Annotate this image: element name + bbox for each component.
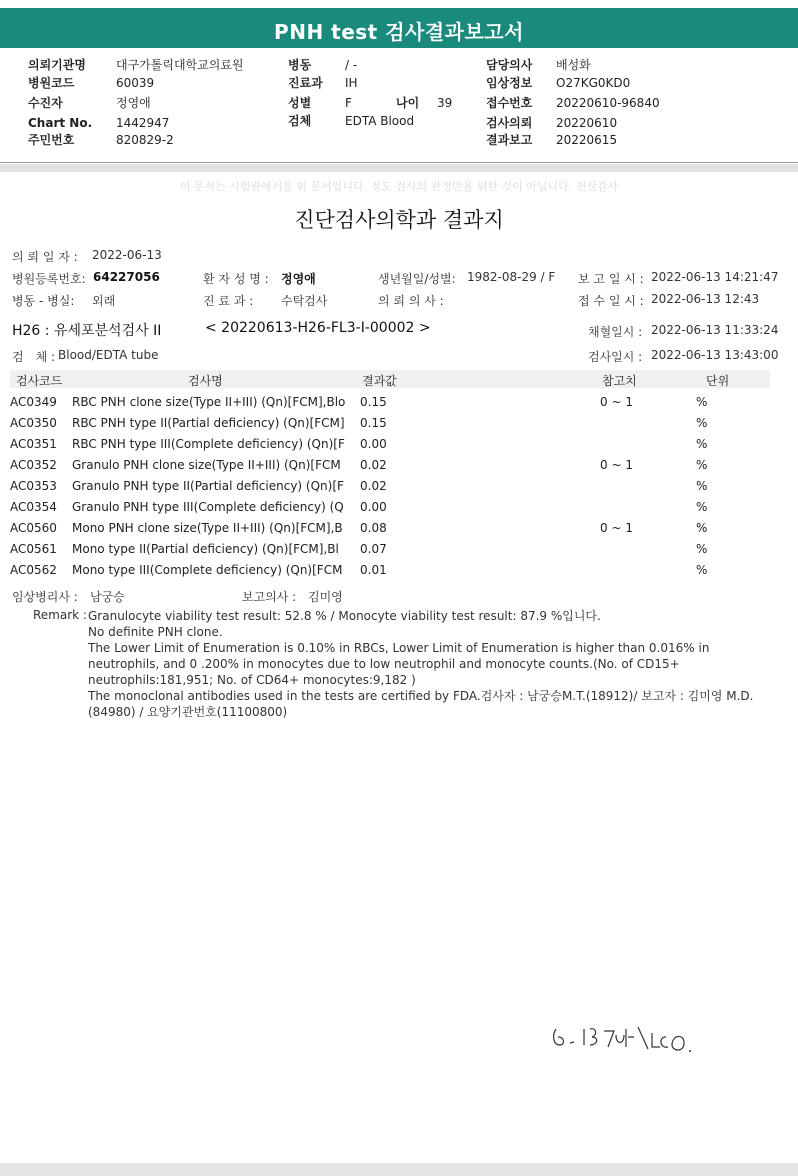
cell-unit: %	[696, 479, 708, 493]
cell-code: AC0352	[10, 458, 57, 472]
remark-line: The monoclonal antibodies used in the tests are certified by FDA.검사자 : 남궁승M.T.(18912)/ 보고자 : 김미영 M.D.(84980) / 요양기관번호(11100800)	[88, 689, 754, 719]
cell-ref: 0 ~ 1	[600, 521, 633, 535]
request-label: 검사의뢰	[486, 116, 533, 130]
cell-unit: %	[696, 437, 708, 451]
hospital-code-value: 60039	[116, 76, 155, 90]
reporter-value: 김미영	[308, 590, 343, 604]
clinical-value: O27KG0KD0	[556, 76, 631, 90]
report-time-value: 2022-06-13 14:21:47	[651, 270, 779, 284]
cell-result: 0.07	[360, 542, 387, 556]
col-name: 검사명	[188, 374, 223, 388]
cell-name: RBC PNH type III(Complete deficiency) (Qn)[F	[72, 437, 345, 451]
cell-code: AC0350	[10, 416, 57, 430]
reporter-label: 보고의사 :	[242, 590, 297, 604]
table-row	[10, 476, 770, 497]
remark-line: No definite PNH clone.	[88, 625, 223, 639]
ward-room-label: 병동 - 병실:	[12, 294, 75, 308]
ward-value: / -	[345, 58, 358, 72]
cell-result: 0.15	[360, 395, 387, 409]
col-ref: 참고치	[602, 374, 637, 388]
table-row	[10, 434, 770, 455]
patient-value: 정영애	[281, 272, 316, 286]
receipt-no-value: 20220610-96840	[556, 96, 660, 110]
cell-unit: %	[696, 563, 708, 577]
footer-bar	[0, 1163, 798, 1176]
cell-code: AC0351	[10, 437, 57, 451]
collector-label: 수진자	[28, 96, 63, 110]
document-title: 진단검사의학과 결과지	[294, 208, 504, 232]
table-row	[10, 392, 770, 413]
collect-value: 2022-06-13 11:33:24	[651, 323, 779, 337]
req-doctor-label: 의 뢰 의 사 :	[378, 294, 444, 308]
divider-band	[0, 164, 798, 172]
remark-text	[88, 608, 778, 720]
cell-name: Mono type II(Partial deficiency) (Qn)[FCM],Bl	[72, 542, 339, 556]
remark-label: Remark :	[33, 608, 87, 622]
cell-code: AC0560	[10, 521, 57, 535]
sex-label: 성별	[288, 96, 312, 110]
cell-unit: %	[696, 416, 708, 430]
remark-line: Granulocyte viability test result: 52.8 % / Monocyte viability test result: 87.9 %입니다.	[88, 609, 601, 623]
cell-name: Granulo PNH clone size(Type II+III) (Qn)[FCM	[72, 458, 341, 472]
cell-unit: %	[696, 458, 708, 472]
collect-label: 채혈일시 :	[588, 325, 643, 339]
barcode: < 20220613-H26-FL3-I-00002 >	[205, 320, 431, 336]
test-time-label: 검사일시 :	[588, 350, 643, 364]
test-group: H26 : 유세포분석검사 II	[12, 323, 162, 339]
table-header	[10, 370, 770, 388]
cell-result: 0.15	[360, 416, 387, 430]
chart-label: Chart No.	[28, 116, 93, 130]
chart-value: 1442947	[116, 116, 170, 130]
sex-value: F	[345, 96, 352, 110]
receipt-time-value: 2022-06-13 12:43	[651, 292, 760, 306]
receipt-time-label: 접 수 일 시 :	[578, 294, 644, 308]
ssn-value: 820829-2	[116, 133, 174, 147]
col-unit: 단위	[706, 374, 730, 388]
cell-code: AC0353	[10, 479, 57, 493]
table-row	[10, 539, 770, 560]
cell-result: 0.01	[360, 563, 387, 577]
cell-code: AC0561	[10, 542, 57, 556]
request-date-label: 의 뢰 일 자 :	[12, 250, 78, 264]
table-row	[10, 497, 770, 518]
clinical-label: 임상정보	[486, 76, 533, 90]
cell-code: AC0562	[10, 563, 57, 577]
dob-label: 생년월일/성별:	[378, 272, 456, 286]
doctor-label: 담당의사	[486, 58, 533, 72]
cell-result: 0.00	[360, 437, 387, 451]
cell-result: 0.02	[360, 458, 387, 472]
remark-line: The Lower Limit of Enumeration is 0.10% in RBCs, Lower Limit of Enumeration is higher than 0.016% in neutrophils, and 0 .200% in monocytes due to low neutrophil and monocyte counts.(No. of CD15+ neutrophils:181,951; No. of CD64+ monocytes:9,182 )	[88, 641, 710, 687]
cell-result: 0.00	[360, 500, 387, 514]
hospital-code-label: 병원코드	[28, 76, 75, 90]
request-date-value: 2022-06-13	[92, 248, 162, 262]
specimen-label: 검체	[288, 114, 312, 128]
specimen-label-2: 검 체 :	[12, 350, 56, 364]
request-value: 20220610	[556, 116, 618, 130]
faded-notice: 이 문서는 시험관에서를 위 문서입니다. 정도 검사의 판정만을 위한 것이 아닙니다. 전산감사	[179, 180, 619, 193]
cell-unit: %	[696, 395, 708, 409]
table-row	[10, 518, 770, 539]
table-row	[10, 413, 770, 434]
age-value: 39	[437, 96, 453, 110]
test-time-value: 2022-06-13 13:43:00	[651, 348, 779, 362]
cell-name: Granulo PNH type III(Complete deficiency) (Q	[72, 500, 344, 514]
cell-name: RBC PNH type II(Partial deficiency) (Qn)[FCM]	[72, 416, 345, 430]
cell-name: Mono type III(Complete deficiency) (Qn)[FCM	[72, 563, 343, 577]
doctor-value: 배성화	[556, 58, 591, 72]
report-label: 결과보고	[486, 133, 533, 147]
ssn-label: 주민번호	[28, 133, 75, 147]
cell-unit: %	[696, 521, 708, 535]
report-dept-label: 진 료 과 :	[203, 294, 254, 308]
table-row	[10, 455, 770, 476]
specimen-value: EDTA Blood	[345, 114, 415, 128]
cell-ref: 0 ~ 1	[600, 395, 633, 409]
specimen-value-2: Blood/EDTA tube	[58, 348, 159, 362]
collector-value: 정영애	[116, 96, 151, 110]
pathologist-value: 남궁승	[90, 590, 125, 604]
report-value: 20220615	[556, 133, 618, 147]
table-row	[10, 560, 770, 581]
dob-value: 1982-08-29 / F	[467, 270, 556, 284]
report-title: PNH test 검사결과보고서	[274, 20, 524, 44]
cell-result: 0.08	[360, 521, 387, 535]
ward-label: 병동	[288, 58, 312, 72]
reg-no-value: 64227056	[93, 270, 160, 284]
cell-name: Granulo PNH type II(Partial deficiency) (Qn)[F	[72, 479, 344, 493]
col-result: 결과값	[362, 374, 397, 388]
cell-code: AC0349	[10, 395, 57, 409]
patient-label: 환 자 성 명 :	[203, 272, 269, 286]
ward-room-value: 외래	[92, 294, 116, 308]
institution-label: 의뢰기관명	[28, 58, 86, 72]
reg-no-label: 병원등록번호:	[12, 272, 86, 286]
receipt-no-label: 접수번호	[486, 96, 533, 110]
cell-result: 0.02	[360, 479, 387, 493]
cell-ref: 0 ~ 1	[600, 458, 633, 472]
pathologist-label: 임상병리사 :	[12, 590, 78, 604]
cell-unit: %	[696, 500, 708, 514]
dept-value: IH	[345, 76, 358, 90]
col-code: 검사코드	[16, 374, 63, 388]
cell-unit: %	[696, 542, 708, 556]
divider-line	[0, 162, 798, 163]
dept-label: 진료과	[288, 76, 323, 90]
cell-name: RBC PNH clone size(Type II+III) (Qn)[FCM],Blo	[72, 395, 346, 409]
age-label: 나이	[396, 96, 420, 110]
handwritten-signature	[550, 1015, 710, 1079]
report-dept-value: 수탁검사	[281, 294, 328, 308]
report-time-label: 보 고 일 시 :	[578, 272, 644, 286]
institution-value: 대구가톨릭대학교의료원	[116, 58, 244, 72]
cell-name: Mono PNH clone size(Type II+III) (Qn)[FCM],B	[72, 521, 343, 535]
cell-code: AC0354	[10, 500, 57, 514]
